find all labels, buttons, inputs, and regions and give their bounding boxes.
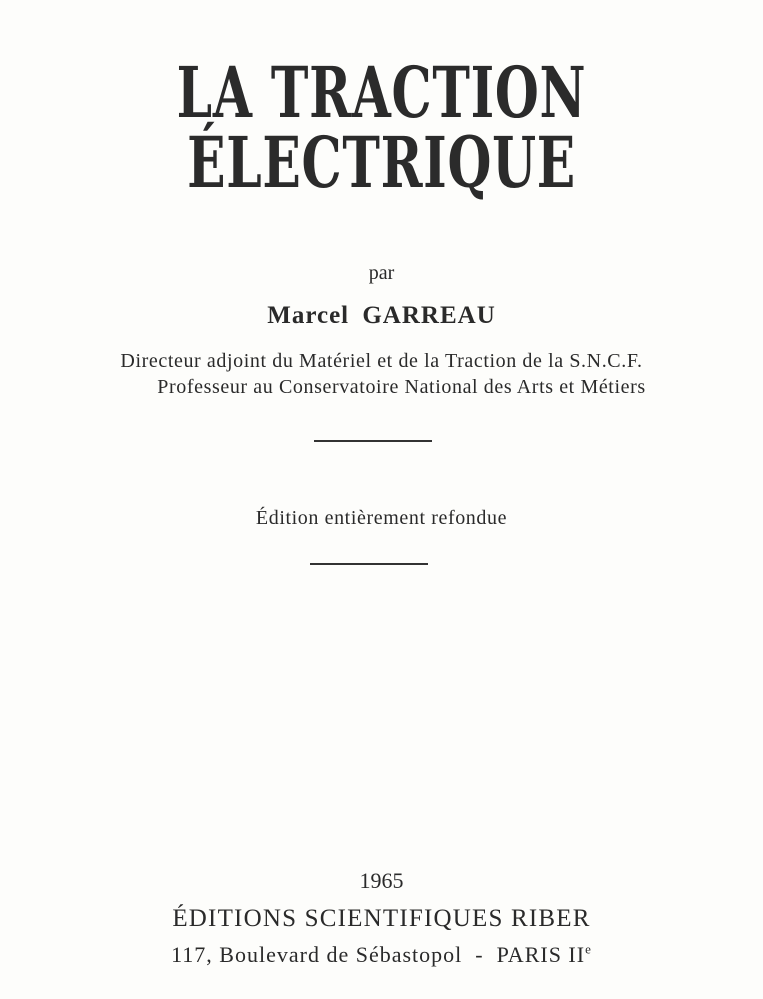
publication-year: 1965: [359, 868, 404, 893]
publisher-name: ÉDITIONS SCIENTIFIQUES RIBER: [172, 905, 591, 932]
divider-rule-bottom: [310, 563, 428, 565]
author-name: Marcel GARREAU: [267, 302, 496, 329]
book-title: LA TRACTION ÉLECTRIQUE: [176, 51, 587, 204]
address-separator: -: [475, 942, 484, 967]
author-affiliation-1: Directeur adjoint du Matériel et de la Traction de la S.N.C.F.: [120, 350, 643, 372]
address-street: 117, Boulevard de Sébastopol: [171, 942, 463, 967]
address-city: PARIS II: [496, 942, 586, 967]
divider-rule-top: [314, 440, 432, 442]
byline: par: [368, 262, 395, 284]
author-affiliation-2: Professeur au Conservatoire National des Arts et Métiers: [157, 376, 646, 398]
edition-note: Édition entièrement refondue: [255, 507, 508, 529]
publisher-address: [0, 942, 763, 968]
address-city-superscript: e: [585, 941, 592, 957]
